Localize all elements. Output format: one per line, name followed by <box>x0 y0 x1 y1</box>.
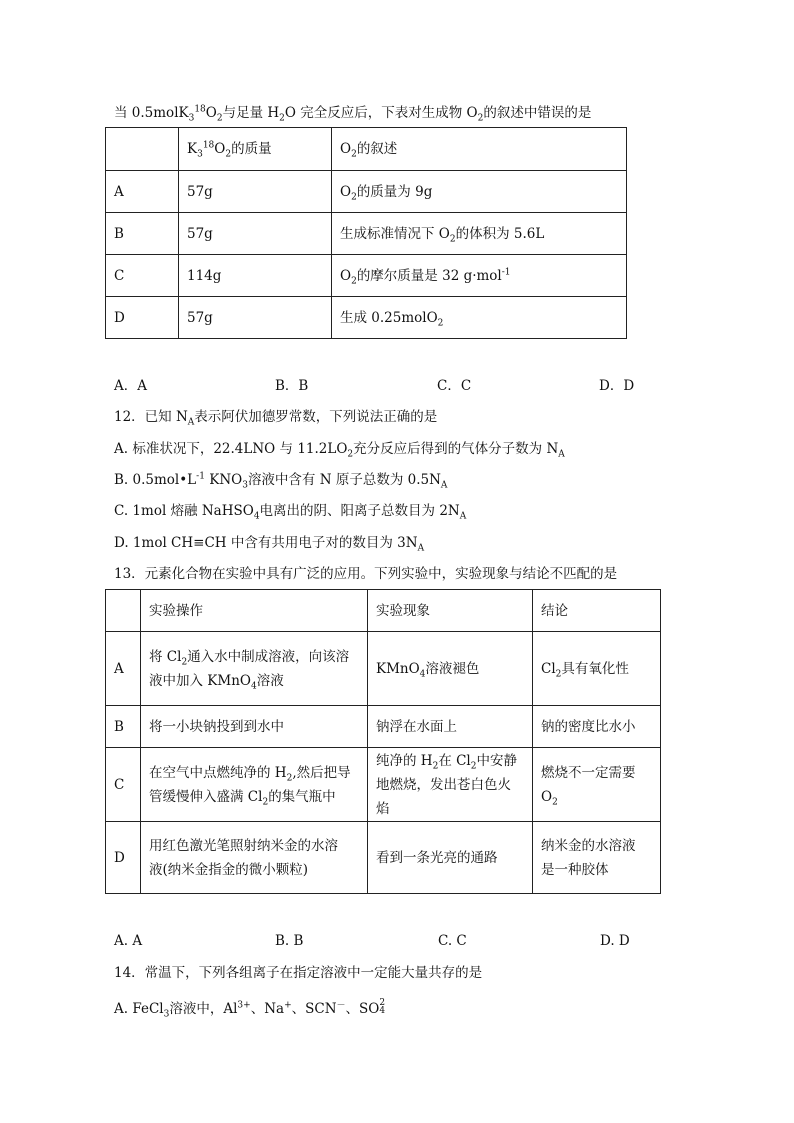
row-label: D <box>106 297 179 339</box>
row-conclusion: 纳米金的水溶液 是一种胶体 <box>533 822 661 894</box>
option-a[interactable]: A. A <box>114 933 143 949</box>
header-empty <box>106 590 141 632</box>
row-operation: 将 $Cl_2$通入水中制成溶液，向该溶 液中加入 KMnO$_4$溶液 <box>141 632 368 706</box>
header-empty <box>106 128 179 171</box>
row-desc: $O_2$的摩尔质量是 32 g·mol$^{-1}$ <box>332 255 627 297</box>
q12-option-c[interactable]: C. 1mol 熔融 NaHSO$_4$电离出的阴、阳离子总数目为 $2N_A$ <box>114 503 467 522</box>
option-b[interactable]: B. B <box>275 933 304 949</box>
row-conclusion: 钠的密度比水小 <box>533 706 661 748</box>
row-label: A <box>106 171 179 213</box>
row-desc: $O_2$的质量为 9g <box>332 171 627 213</box>
header-phenomenon: 实验现象 <box>368 590 533 632</box>
header-operation: 实验操作 <box>141 590 368 632</box>
option-b[interactable]: B．B <box>275 378 309 394</box>
row-conclusion: 燃烧不一定需要 $O_2$ <box>533 748 661 822</box>
row-label: D <box>106 822 141 894</box>
sulfate-charge: 2 4 <box>379 997 386 1016</box>
option-c[interactable]: C. C <box>438 933 467 949</box>
header-conclusion: 结论 <box>533 590 661 632</box>
table-header-row <box>106 128 627 171</box>
option-d[interactable]: D．D <box>599 378 635 394</box>
table-row <box>106 213 627 255</box>
q11-options <box>114 377 634 395</box>
row-desc: 生成 0.25molO$_2$ <box>332 297 627 339</box>
table-row <box>106 297 627 339</box>
q14-option-a[interactable]: A. FeCl$_3$溶液中，$Al^{3+}$、Na+、SCN－、SO 2 4 <box>114 997 386 1020</box>
q13-stem: 13．元素化合物在实验中具有广泛的应用。下列实验中，实验现象与结论不匹配的是 <box>114 566 618 582</box>
q11-intro: 当 $0.5molK_3^{18}O_2$与足量 $H_2O$ 完全反应后，下表对生成物 $O_2$的叙述中错误的是 <box>114 104 592 124</box>
q13-table <box>105 589 661 894</box>
row-label: B <box>106 706 141 748</box>
option-a[interactable]: A．A <box>114 378 147 394</box>
table-row <box>106 706 661 748</box>
row-phenomenon: KMnO$_4$溶液褪色 <box>368 632 533 706</box>
row-mass: 114g <box>179 255 332 297</box>
row-operation: 将一小块钠投到到水中 <box>141 706 368 748</box>
row-operation: 在空气中点燃纯净的 $H_2$,然后把导 管缓慢伸入盛满 $Cl_2$的集气瓶中 <box>141 748 368 822</box>
table-header-row <box>106 590 661 632</box>
row-label: A <box>106 632 141 706</box>
row-desc: 生成标准情况下 $O_2$的体积为 5.6L <box>332 213 627 255</box>
table-row <box>106 748 661 822</box>
row-mass: 57g <box>179 171 332 213</box>
row-phenomenon: 看到一条光亮的通路 <box>368 822 533 894</box>
row-label: C <box>106 255 179 297</box>
row-phenomenon: 纯净的 $H_2$在 $Cl_2$中安静 地燃烧，发出苍白色火焰 <box>368 748 533 822</box>
row-phenomenon: 钠浮在水面上 <box>368 706 533 748</box>
q12-option-b[interactable]: B. $0.5mol•L^{-1}$ $KNO_3$溶液中含有 N 原子总数为 $0.5N_A$ <box>114 471 448 491</box>
row-conclusion: $Cl_2$具有氧化性 <box>533 632 661 706</box>
header-desc: $O_2$的叙述 <box>332 128 627 171</box>
row-mass: 57g <box>179 213 332 255</box>
row-label: C <box>106 748 141 822</box>
row-operation: 用红色激光笔照射纳米金的水溶 液(纳米金指金的微小颗粒) <box>141 822 368 894</box>
option-c[interactable]: C．C <box>437 378 472 394</box>
q12-option-a[interactable]: A. 标准状况下，22.4LNO 与 $11.2LO_2$充分反应后得到的气体分子数为 $N_A$ <box>114 441 565 460</box>
q12-stem: 12．已知 $N_A$表示阿伏加德罗常数，下列说法正确的是 <box>114 409 438 428</box>
q12-option-d[interactable]: D. 1mol CH≡CH 中含有共用电子对的数目为 $3N_A$ <box>114 535 425 554</box>
q11-table <box>105 127 627 339</box>
table-row <box>106 822 661 894</box>
row-label: B <box>106 213 179 255</box>
row-mass: 57g <box>179 297 332 339</box>
table-row <box>106 632 661 706</box>
option-d[interactable]: D. D <box>600 933 630 949</box>
table-row <box>106 171 627 213</box>
header-mass: $K_3^{18}O_2$的质量 <box>179 128 332 171</box>
table-row <box>106 255 627 297</box>
q13-options <box>114 932 634 950</box>
q14-stem: 14．常温下，下列各组离子在指定溶液中一定能大量共存的是 <box>114 965 483 981</box>
